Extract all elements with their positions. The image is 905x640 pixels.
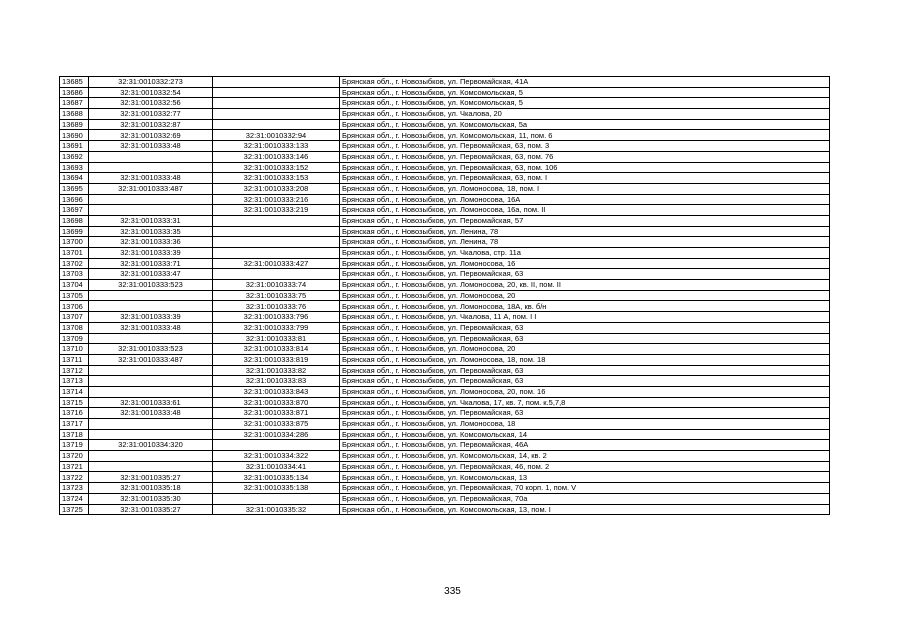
row-number-cell: 13695 bbox=[60, 183, 89, 194]
cadastral-number-cell bbox=[89, 386, 213, 397]
table-row bbox=[60, 333, 830, 344]
object-cadastral-number-cell bbox=[213, 109, 340, 120]
object-cadastral-number-cell: 32:31:0010333:875 bbox=[213, 419, 340, 430]
object-cadastral-number-cell: 32:31:0010333:219 bbox=[213, 205, 340, 216]
cadastral-number-cell bbox=[89, 162, 213, 173]
address-cell: Брянская обл., г. Новозыбков, ул. Первомайская, 63 bbox=[340, 333, 830, 344]
table-row bbox=[60, 141, 830, 152]
table-row bbox=[60, 205, 830, 216]
object-cadastral-number-cell: 32:31:0010333:870 bbox=[213, 397, 340, 408]
row-number-cell: 13704 bbox=[60, 280, 89, 291]
cadastral-number-cell bbox=[89, 290, 213, 301]
cadastral-number-cell: 32:31:0010332:54 bbox=[89, 87, 213, 98]
table-row bbox=[60, 130, 830, 141]
cadastral-number-cell bbox=[89, 194, 213, 205]
table-row bbox=[60, 365, 830, 376]
row-number-cell: 13698 bbox=[60, 215, 89, 226]
cadastral-number-cell: 32:31:0010332:77 bbox=[89, 109, 213, 120]
address-cell: Брянская обл., г. Новозыбков, ул. Чкалова, 20 bbox=[340, 109, 830, 120]
object-cadastral-number-cell: 32:31:0010333:133 bbox=[213, 141, 340, 152]
address-cell: Брянская обл., г. Новозыбков, ул. Чкалова, 11 А, пом. I I bbox=[340, 312, 830, 323]
cadastral-number-cell: 32:31:0010335:18 bbox=[89, 483, 213, 494]
row-number-cell: 13723 bbox=[60, 483, 89, 494]
table-row bbox=[60, 344, 830, 355]
address-cell: Брянская обл., г. Новозыбков, ул. Первомайская, 63 bbox=[340, 365, 830, 376]
object-cadastral-number-cell: 32:31:0010333:427 bbox=[213, 258, 340, 269]
address-cell: Брянская обл., г. Новозыбков, ул. Комсомольская, 13 bbox=[340, 472, 830, 483]
address-cell: Брянская обл., г. Новозыбков, ул. Ленина, 78 bbox=[340, 237, 830, 248]
row-number-cell: 13702 bbox=[60, 258, 89, 269]
object-cadastral-number-cell bbox=[213, 269, 340, 280]
object-cadastral-number-cell: 32:31:0010333:81 bbox=[213, 333, 340, 344]
row-number-cell: 13712 bbox=[60, 365, 89, 376]
table-row bbox=[60, 483, 830, 494]
address-cell: Брянская обл., г. Новозыбков, ул. Первомайская, 63, пом. 76 bbox=[340, 151, 830, 162]
table-row bbox=[60, 151, 830, 162]
row-number-cell: 13706 bbox=[60, 301, 89, 312]
table-row bbox=[60, 451, 830, 462]
table-row bbox=[60, 194, 830, 205]
address-cell: Брянская обл., г. Новозыбков, ул. Ломоносова, 20 bbox=[340, 290, 830, 301]
row-number-cell: 13713 bbox=[60, 376, 89, 387]
cadastral-number-cell bbox=[89, 365, 213, 376]
address-cell: Брянская обл., г. Новозыбков, ул. Ломоносова, 16а, пом. II bbox=[340, 205, 830, 216]
cadastral-number-cell: 32:31:0010333:48 bbox=[89, 173, 213, 184]
address-cell: Брянская обл., г. Новозыбков, ул. Комсомольская, 14, кв. 2 bbox=[340, 451, 830, 462]
object-cadastral-number-cell: 32:31:0010333:796 bbox=[213, 312, 340, 323]
object-cadastral-number-cell bbox=[213, 77, 340, 88]
object-cadastral-number-cell: 32:31:0010333:153 bbox=[213, 173, 340, 184]
object-cadastral-number-cell bbox=[213, 215, 340, 226]
cadastral-number-cell bbox=[89, 429, 213, 440]
row-number-cell: 13708 bbox=[60, 322, 89, 333]
cadastral-number-cell: 32:31:0010333:47 bbox=[89, 269, 213, 280]
address-cell: Брянская обл., г. Новозыбков, ул. Первомайская, 41А bbox=[340, 77, 830, 88]
address-cell: Брянская обл., г. Новозыбков, ул. Ломоносова, 20, кв. II, пом. II bbox=[340, 280, 830, 291]
address-cell: Брянская обл., г. Новозыбков, ул. Первомайская, 57 bbox=[340, 215, 830, 226]
cadastral-number-cell: 32:31:0010332:56 bbox=[89, 98, 213, 109]
address-cell: Брянская обл., г. Новозыбков, ул. Первомайская, 63 bbox=[340, 269, 830, 280]
table-row bbox=[60, 109, 830, 120]
object-cadastral-number-cell: 32:31:0010333:76 bbox=[213, 301, 340, 312]
address-cell: Брянская обл., г. Новозыбков, ул. Ломоносова, 20 bbox=[340, 344, 830, 355]
table-row bbox=[60, 322, 830, 333]
address-cell: Брянская обл., г. Новозыбков, ул. Первомайская, 63, пом. I bbox=[340, 173, 830, 184]
cadastral-number-cell: 32:31:0010335:27 bbox=[89, 472, 213, 483]
table-row bbox=[60, 215, 830, 226]
address-cell: Брянская обл., г. Новозыбков, ул. Ломоносова, 20, пом. 16 bbox=[340, 386, 830, 397]
address-cell: Брянская обл., г. Новозыбков, ул. Ломоносова, 16А bbox=[340, 194, 830, 205]
cadastral-number-cell bbox=[89, 301, 213, 312]
cadastral-number-cell bbox=[89, 333, 213, 344]
table-row bbox=[60, 162, 830, 173]
object-cadastral-number-cell: 32:31:0010333:843 bbox=[213, 386, 340, 397]
row-number-cell: 13717 bbox=[60, 419, 89, 430]
cadastral-number-cell bbox=[89, 205, 213, 216]
object-cadastral-number-cell bbox=[213, 226, 340, 237]
object-cadastral-number-cell: 32:31:0010333:208 bbox=[213, 183, 340, 194]
cadastral-number-cell: 32:31:0010335:27 bbox=[89, 504, 213, 515]
row-number-cell: 13685 bbox=[60, 77, 89, 88]
object-cadastral-number-cell bbox=[213, 440, 340, 451]
cadastral-number-cell: 32:31:0010332:87 bbox=[89, 119, 213, 130]
cadastral-number-cell: 32:31:0010334:320 bbox=[89, 440, 213, 451]
row-number-cell: 13716 bbox=[60, 408, 89, 419]
cadastral-number-cell: 32:31:0010333:48 bbox=[89, 322, 213, 333]
row-number-cell: 13719 bbox=[60, 440, 89, 451]
row-number-cell: 13711 bbox=[60, 354, 89, 365]
table-row bbox=[60, 493, 830, 504]
object-cadastral-number-cell: 32:31:0010333:74 bbox=[213, 280, 340, 291]
cadastral-number-cell: 32:31:0010333:523 bbox=[89, 280, 213, 291]
table-row bbox=[60, 472, 830, 483]
address-cell: Брянская обл., г. Новозыбков, ул. Ломоносова, 18, пом. 18 bbox=[340, 354, 830, 365]
address-cell: Брянская обл., г. Новозыбков, ул. Комсомольская, 11, пом. 6 bbox=[340, 130, 830, 141]
object-cadastral-number-cell: 32:31:0010333:75 bbox=[213, 290, 340, 301]
registry-table bbox=[59, 76, 830, 515]
cadastral-number-cell: 32:31:0010333:487 bbox=[89, 183, 213, 194]
row-number-cell: 13725 bbox=[60, 504, 89, 515]
table-row bbox=[60, 98, 830, 109]
cadastral-number-cell: 32:31:0010333:48 bbox=[89, 408, 213, 419]
object-cadastral-number-cell: 32:31:0010333:82 bbox=[213, 365, 340, 376]
row-number-cell: 13691 bbox=[60, 141, 89, 152]
row-number-cell: 13707 bbox=[60, 312, 89, 323]
row-number-cell: 13686 bbox=[60, 87, 89, 98]
cadastral-number-cell: 32:31:0010332:69 bbox=[89, 130, 213, 141]
table-row bbox=[60, 386, 830, 397]
address-cell: Брянская обл., г. Новозыбков, ул. Первомайская, 63 bbox=[340, 376, 830, 387]
table-row bbox=[60, 280, 830, 291]
table-row bbox=[60, 397, 830, 408]
object-cadastral-number-cell: 32:31:0010333:83 bbox=[213, 376, 340, 387]
cadastral-number-cell: 32:31:0010333:523 bbox=[89, 344, 213, 355]
row-number-cell: 13687 bbox=[60, 98, 89, 109]
row-number-cell: 13701 bbox=[60, 248, 89, 259]
table-row bbox=[60, 248, 830, 259]
address-cell: Брянская обл., г. Новозыбков, ул. Первомайская, 70а bbox=[340, 493, 830, 504]
address-cell: Брянская обл., г. Новозыбков, ул. Ленина, 78 bbox=[340, 226, 830, 237]
row-number-cell: 13703 bbox=[60, 269, 89, 280]
registry-table-body bbox=[60, 77, 830, 515]
table-row bbox=[60, 301, 830, 312]
table-row bbox=[60, 419, 830, 430]
table-row bbox=[60, 173, 830, 184]
row-number-cell: 13699 bbox=[60, 226, 89, 237]
address-cell: Брянская обл., г. Новозыбков, ул. Первомайская, 63 bbox=[340, 408, 830, 419]
object-cadastral-number-cell: 32:31:0010333:216 bbox=[213, 194, 340, 205]
address-cell: Брянская обл., г. Новозыбков, ул. Комсомольская, 14 bbox=[340, 429, 830, 440]
cadastral-number-cell: 32:31:0010333:48 bbox=[89, 141, 213, 152]
address-cell: Брянская обл., г. Новозыбков, ул. Первомайская, 46А bbox=[340, 440, 830, 451]
object-cadastral-number-cell bbox=[213, 119, 340, 130]
table-row bbox=[60, 183, 830, 194]
row-number-cell: 13722 bbox=[60, 472, 89, 483]
row-number-cell: 13690 bbox=[60, 130, 89, 141]
row-number-cell: 13696 bbox=[60, 194, 89, 205]
address-cell: Брянская обл., г. Новозыбков, ул. Первомайская, 63, пом. 106 bbox=[340, 162, 830, 173]
table-row bbox=[60, 87, 830, 98]
row-number-cell: 13700 bbox=[60, 237, 89, 248]
table-row bbox=[60, 290, 830, 301]
row-number-cell: 13705 bbox=[60, 290, 89, 301]
table-row bbox=[60, 376, 830, 387]
object-cadastral-number-cell: 32:31:0010334:322 bbox=[213, 451, 340, 462]
object-cadastral-number-cell bbox=[213, 248, 340, 259]
page-number: 335 bbox=[444, 586, 461, 597]
table-row bbox=[60, 354, 830, 365]
table-row bbox=[60, 461, 830, 472]
row-number-cell: 13720 bbox=[60, 451, 89, 462]
address-cell: Брянская обл., г. Новозыбков, ул. Комсомольская, 13, пом. I bbox=[340, 504, 830, 515]
row-number-cell: 13689 bbox=[60, 119, 89, 130]
row-number-cell: 13697 bbox=[60, 205, 89, 216]
row-number-cell: 13694 bbox=[60, 173, 89, 184]
address-cell: Брянская обл., г. Новозыбков, ул. Ломоносова, 18А, кв. б/н bbox=[340, 301, 830, 312]
object-cadastral-number-cell: 32:31:0010333:871 bbox=[213, 408, 340, 419]
cadastral-number-cell: 32:31:0010333:487 bbox=[89, 354, 213, 365]
address-cell: Брянская обл., г. Новозыбков, ул. Комсомольская, 5 bbox=[340, 98, 830, 109]
table-row bbox=[60, 440, 830, 451]
row-number-cell: 13688 bbox=[60, 109, 89, 120]
row-number-cell: 13710 bbox=[60, 344, 89, 355]
address-cell: Брянская обл., г. Новозыбков, ул. Ломоносова, 18, пом. I bbox=[340, 183, 830, 194]
cadastral-number-cell bbox=[89, 461, 213, 472]
table-row bbox=[60, 269, 830, 280]
object-cadastral-number-cell: 32:31:0010334:41 bbox=[213, 461, 340, 472]
cadastral-number-cell: 32:31:0010333:71 bbox=[89, 258, 213, 269]
cadastral-number-cell: 32:31:0010333:39 bbox=[89, 248, 213, 259]
row-number-cell: 13721 bbox=[60, 461, 89, 472]
cadastral-number-cell: 32:31:0010332:273 bbox=[89, 77, 213, 88]
object-cadastral-number-cell bbox=[213, 237, 340, 248]
object-cadastral-number-cell: 32:31:0010334:286 bbox=[213, 429, 340, 440]
cadastral-number-cell: 32:31:0010333:36 bbox=[89, 237, 213, 248]
table-row bbox=[60, 226, 830, 237]
row-number-cell: 13693 bbox=[60, 162, 89, 173]
object-cadastral-number-cell: 32:31:0010335:134 bbox=[213, 472, 340, 483]
cadastral-number-cell: 32:31:0010335:30 bbox=[89, 493, 213, 504]
cadastral-number-cell bbox=[89, 451, 213, 462]
table-row bbox=[60, 504, 830, 515]
row-number-cell: 13714 bbox=[60, 386, 89, 397]
address-cell: Брянская обл., г. Новозыбков, ул. Первомайская, 46, пом. 2 bbox=[340, 461, 830, 472]
row-number-cell: 13724 bbox=[60, 493, 89, 504]
object-cadastral-number-cell bbox=[213, 493, 340, 504]
cadastral-number-cell bbox=[89, 151, 213, 162]
table-row bbox=[60, 258, 830, 269]
address-cell: Брянская обл., г. Новозыбков, ул. Первомайская, 63 bbox=[340, 322, 830, 333]
object-cadastral-number-cell: 32:31:0010333:146 bbox=[213, 151, 340, 162]
address-cell: Брянская обл., г. Новозыбков, ул. Ломоносова, 18 bbox=[340, 419, 830, 430]
table-row bbox=[60, 429, 830, 440]
row-number-cell: 13718 bbox=[60, 429, 89, 440]
table-row bbox=[60, 119, 830, 130]
object-cadastral-number-cell: 32:31:0010335:32 bbox=[213, 504, 340, 515]
cadastral-number-cell bbox=[89, 376, 213, 387]
row-number-cell: 13692 bbox=[60, 151, 89, 162]
address-cell: Брянская обл., г. Новозыбков, ул. Ломоносова, 16 bbox=[340, 258, 830, 269]
address-cell: Брянская обл., г. Новозыбков, ул. Чкалова, 17, кв. 7, пом. к.5,7,8 bbox=[340, 397, 830, 408]
object-cadastral-number-cell: 32:31:0010333:799 bbox=[213, 322, 340, 333]
object-cadastral-number-cell: 32:31:0010333:819 bbox=[213, 354, 340, 365]
table-row bbox=[60, 77, 830, 88]
table-row bbox=[60, 312, 830, 323]
object-cadastral-number-cell bbox=[213, 98, 340, 109]
cadastral-number-cell: 32:31:0010333:35 bbox=[89, 226, 213, 237]
table-row bbox=[60, 408, 830, 419]
object-cadastral-number-cell: 32:31:0010333:152 bbox=[213, 162, 340, 173]
address-cell: Брянская обл., г. Новозыбков, ул. Первомайская, 63, пом. 3 bbox=[340, 141, 830, 152]
object-cadastral-number-cell: 32:31:0010332:94 bbox=[213, 130, 340, 141]
cadastral-number-cell: 32:31:0010333:31 bbox=[89, 215, 213, 226]
cadastral-number-cell bbox=[89, 419, 213, 430]
object-cadastral-number-cell: 32:31:0010333:814 bbox=[213, 344, 340, 355]
row-number-cell: 13709 bbox=[60, 333, 89, 344]
table-row bbox=[60, 237, 830, 248]
address-cell: Брянская обл., г. Новозыбков, ул. Чкалова, стр. 11а bbox=[340, 248, 830, 259]
address-cell: Брянская обл., г. Новозыбков, ул. Первомайская, 70 корп. 1, пом. V bbox=[340, 483, 830, 494]
address-cell: Брянская обл., г. Новозыбков, ул. Комсомольская, 5 bbox=[340, 87, 830, 98]
address-cell: Брянская обл., г. Новозыбков, ул. Комсомольская, 5а bbox=[340, 119, 830, 130]
object-cadastral-number-cell bbox=[213, 87, 340, 98]
cadastral-number-cell: 32:31:0010333:39 bbox=[89, 312, 213, 323]
cadastral-number-cell: 32:31:0010333:61 bbox=[89, 397, 213, 408]
object-cadastral-number-cell: 32:31:0010335:138 bbox=[213, 483, 340, 494]
row-number-cell: 13715 bbox=[60, 397, 89, 408]
